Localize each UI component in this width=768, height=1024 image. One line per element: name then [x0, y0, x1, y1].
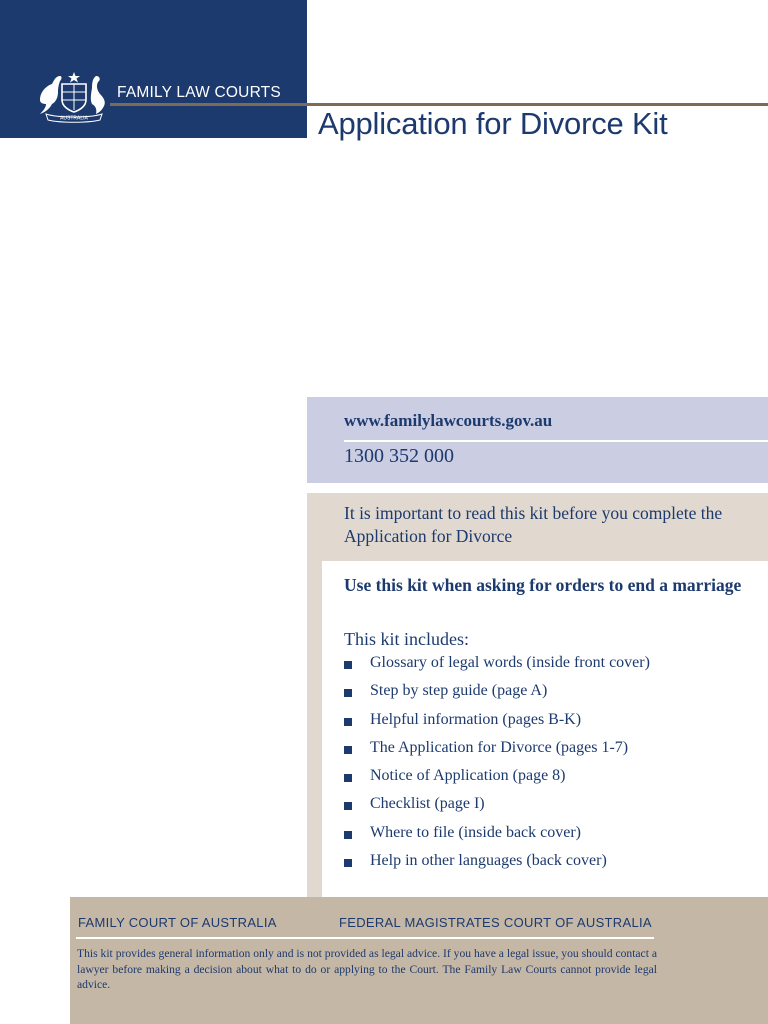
list-item-label: Notice of Application (page 8)	[370, 767, 566, 785]
kit-title: Application for Divorce Kit	[318, 106, 668, 141]
list-item-label: Help in other languages (back cover)	[370, 852, 607, 870]
footer	[70, 897, 768, 1024]
org-name: FAMILY LAW COURTS	[117, 84, 281, 101]
list-item-label: Where to file (inside back cover)	[370, 823, 582, 841]
list-item-label: Helpful information (pages B-K)	[370, 710, 582, 728]
square-bullet-icon	[344, 689, 352, 697]
list-item	[344, 711, 650, 739]
includes-list	[344, 654, 650, 880]
square-bullet-icon	[344, 661, 352, 669]
kit-contents-panel	[322, 561, 768, 897]
list-item	[344, 682, 650, 710]
notice-band	[307, 493, 768, 897]
list-item-label: Step by step guide (page A)	[370, 682, 548, 700]
list-item-label: Glossary of legal words (inside front cover)	[370, 654, 650, 671]
crest-ribbon-text: AUSTRALIA	[60, 115, 88, 122]
family-court-label: FAMILY COURT OF AUSTRALIA	[78, 915, 277, 930]
list-item	[344, 654, 650, 682]
list-item-label: Checklist (page I)	[370, 795, 485, 813]
disclaimer-text: This kit provides general information only and is not provided as legal advice. If you have a legal issue, you should contact a lawyer before making a decision about what to do or applying to the Court. The Family Law Courts cannot provide legal advice.	[77, 947, 657, 991]
list-item	[344, 824, 650, 852]
use-heading: Use this kit when asking for orders to end a marriage	[344, 575, 742, 595]
list-item	[344, 795, 650, 823]
contact-box	[307, 397, 768, 483]
footer-divider	[76, 937, 654, 939]
important-notice: It is important to read this kit before you complete the Application for Divorce	[344, 503, 723, 546]
australian-coat-of-arms-icon	[34, 70, 114, 124]
list-item	[344, 767, 650, 795]
list-item	[344, 739, 650, 767]
square-bullet-icon	[344, 774, 352, 782]
square-bullet-icon	[344, 746, 352, 754]
header-block	[0, 0, 307, 138]
square-bullet-icon	[344, 859, 352, 867]
square-bullet-icon	[344, 831, 352, 839]
list-item-label: The Application for Divorce (pages 1-7)	[370, 738, 629, 756]
federal-magistrates-court-label: FEDERAL MAGISTRATES COURT OF AUSTRALIA	[339, 915, 652, 930]
list-item	[344, 852, 650, 880]
contact-divider	[344, 440, 768, 442]
square-bullet-icon	[344, 802, 352, 810]
phone-number: 1300 352 000	[344, 445, 454, 467]
square-bullet-icon	[344, 718, 352, 726]
includes-heading: This kit includes:	[344, 629, 469, 649]
website-link[interactable]: www.familylawcourts.gov.au	[344, 411, 553, 430]
